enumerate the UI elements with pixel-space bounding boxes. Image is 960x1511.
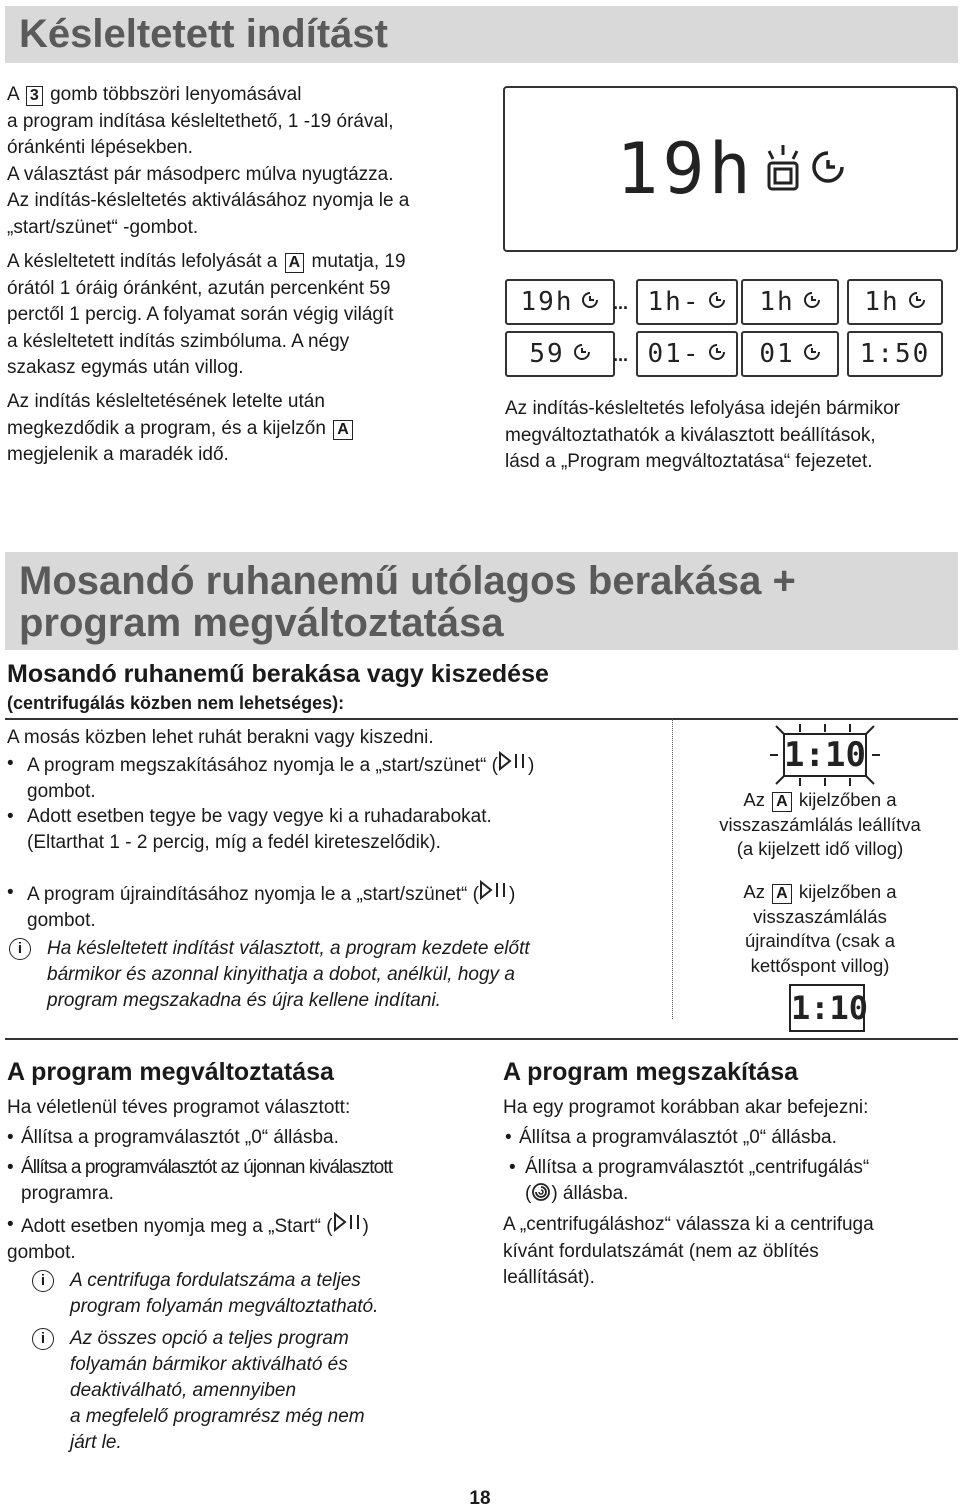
- change-program-intro: Ha véletlenül téves programot választott:: [7, 1097, 351, 1118]
- ellipsis: ...: [613, 345, 629, 365]
- display-readout: 1h: [864, 287, 900, 317]
- section-title-line-2: program megváltoztatása: [19, 601, 504, 645]
- list-item: • Állítsa a programválasztót az újonnan kiválasztott programra.: [7, 1157, 393, 1204]
- change-program-title: A program megváltoztatása: [7, 1058, 334, 1086]
- section-title-line-1: Mosandó ruhanemű utólagos berakása +: [19, 559, 796, 603]
- display-readout: 01: [759, 339, 795, 369]
- display-a-icon: A: [285, 253, 305, 273]
- status-note-restarted: Az A kijelzőben a visszaszámlálás újraindítva (csak a kettőspont villog): [743, 881, 897, 976]
- display-readout: 19h: [520, 287, 574, 317]
- display-readout: 01-: [647, 339, 701, 369]
- start-pause-icon: [479, 884, 509, 905]
- section-banner-reload: [5, 552, 958, 650]
- delay-clock-icon: [573, 343, 591, 366]
- list-item: • Adott esetben tegye be vagy vegye ki a ruhadarabokat. (Eltarthat 1 - 2 percig, míg a fedél kireteszelődik).: [7, 806, 492, 853]
- subsection-note: (centrifugálás közben nem lehetséges):: [7, 693, 345, 713]
- section-banner-delayed-start: [5, 6, 958, 63]
- cancel-program-title: A program megszakítása: [503, 1058, 799, 1086]
- delay-clock-icon: [908, 291, 926, 314]
- display-readout: 1:10: [791, 989, 869, 1027]
- countdown-display: [741, 279, 839, 325]
- info-icon: i: [32, 1270, 54, 1292]
- info-note: i A centrifuga fordulatszáma a teljes program folyamán megváltoztatható.: [30, 1268, 480, 1320]
- delay-right-note: Az indítás-késleltetés lefolyása idején bármikor megváltoztathatók a kiválasztott beállítások, lásd a „Program megváltoztatása“ fejezetet.: [505, 398, 900, 472]
- delay-clock-icon: [803, 343, 821, 366]
- info-icon: i: [9, 938, 31, 960]
- info-icon: i: [32, 1328, 54, 1350]
- info-note: i Ha késleltetett indítást választott, a program kezdete előtt bármikor és azonnal kinyithatja a dobot, anélkül, hogy a program megszakadna és újra kellene indítani.: [7, 936, 667, 1014]
- list-item: • Állítsa a programválasztót „centrifugálás“ ( ) állásba.: [509, 1157, 870, 1204]
- door-lock-icon: [761, 137, 805, 202]
- subsection-title: Mosandó ruhanemű berakása vagy kiszedése: [7, 660, 549, 688]
- blinking-time-display: [770, 722, 880, 788]
- countdown-display: [847, 331, 943, 377]
- countdown-display: [847, 279, 943, 325]
- display-readout: 19h: [616, 128, 755, 210]
- cancel-program-intro: Ha egy programot korábban akar befejezni:: [503, 1097, 869, 1118]
- delay-clock-icon: [708, 343, 726, 366]
- list-item: • Állítsa a programválasztót „0“ állásba.: [7, 1127, 339, 1148]
- main-lcd-display: [503, 86, 958, 252]
- display-a-icon: A: [772, 884, 792, 904]
- display-readout: 1:10: [784, 735, 866, 775]
- list-item: • A program újraindításához nyomja le a „start/szünet“ ( ) gombot.: [7, 882, 516, 931]
- delay-clock-icon: [581, 291, 599, 314]
- start-pause-icon: [333, 1216, 363, 1237]
- delay-clock-icon: [811, 150, 845, 189]
- section-title: Késleltetett indítást: [19, 12, 388, 56]
- display-readout: 1h-: [647, 287, 701, 317]
- time-display-colon-blinking: [789, 984, 869, 1032]
- display-a-icon: A: [772, 792, 792, 812]
- spin-icon: [531, 1183, 551, 1204]
- list-item: • A program megszakításához nyomja le a „start/szünet“ ( ) gombot.: [7, 753, 535, 802]
- divider: [5, 718, 958, 720]
- key-3-icon: 3: [26, 86, 43, 106]
- display-a-icon: A: [333, 420, 353, 440]
- delay-paragraph-1: A 3 gomb többszöri lenyomásával a program indítása késleltethető, 1 -19 órával, óránkénti lépésekben. A választást pár másodperc múlva nyugtázza. Az indítás-késleltetés aktiválásához nyomja le a „start/szünet“ -gombot.: [7, 84, 410, 238]
- display-readout: 1h: [759, 287, 795, 317]
- list-item: • Adott esetben nyomja meg a „Start“ ( ) gombot.: [7, 1214, 369, 1263]
- countdown-display: [505, 331, 615, 377]
- ellipsis: ...: [613, 293, 629, 313]
- countdown-display: [636, 279, 738, 325]
- divider: [5, 1038, 958, 1040]
- display-readout: 1:50: [859, 339, 931, 369]
- column-divider: [672, 719, 674, 1019]
- countdown-display: [636, 331, 738, 377]
- delay-paragraph-3: Az indítás késleltetésének letelte után megkezdődik a program, és a kijelzőn A megjelenik a maradék idő.: [7, 389, 487, 469]
- info-note: i Az összes opció a teljes program folyamán bármikor aktiválható és deaktiválható, amennyiben a megfelelő programrész még nem járt le.: [30, 1326, 480, 1456]
- reload-intro: A mosás közben lehet ruhát berakni vagy kiszedni.: [7, 727, 434, 748]
- delay-clock-icon: [708, 291, 726, 314]
- status-note-stopped: Az A kijelzőben a visszaszámlálás leállítva (a kijelzett idő villog): [719, 789, 921, 859]
- start-pause-icon: [498, 755, 528, 776]
- display-readout: 59: [529, 339, 565, 369]
- countdown-display: [741, 331, 839, 377]
- list-item: • Állítsa a programválasztót „0“ állásba.: [505, 1127, 837, 1148]
- delay-paragraph-2: A késleltetett indítás lefolyását a A mutatja, 19 órától 1 óráig óránként, azután percenként 59 perctől 1 percig. A folyamat során végig világít a késleltetett indítás szimbóluma. A négy szakasz egymás után villog.: [7, 251, 406, 378]
- page-number: 18: [469, 1488, 491, 1509]
- delay-clock-icon: [803, 291, 821, 314]
- countdown-display: [505, 279, 615, 325]
- spin-speed-note: A „centrifugáláshoz“ válassza ki a centrifuga kívánt fordulatszámát (nem az öblítés leállítását).: [503, 1214, 874, 1288]
